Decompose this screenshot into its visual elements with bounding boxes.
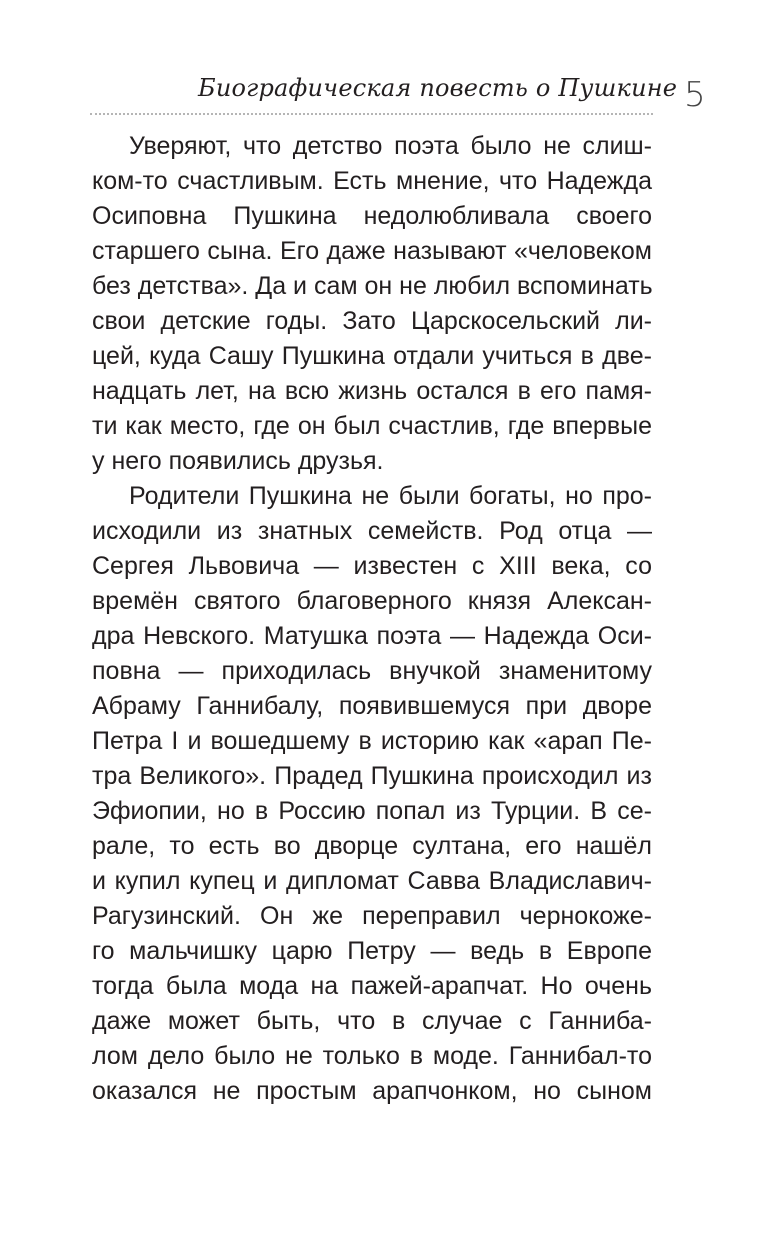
running-head xyxy=(90,68,678,116)
text-line: повна — приходилась внучкой знаменитому xyxy=(92,657,652,685)
text-line: свои детские годы. Зато Царскосельский ли- xyxy=(92,307,652,335)
text-line: тра Великого». Прадед Пушкина происходил из xyxy=(92,762,652,790)
text-line: Уверяют, что детство поэта было не слиш- xyxy=(129,132,652,160)
dotted-divider xyxy=(90,113,653,115)
text-line: го мальчишку царю Петру — ведь в Европе xyxy=(92,937,652,965)
text-line: Петра I и вошедшему в историю как «арап Пе- xyxy=(92,727,652,755)
text-line: лом дело было не только в моде. Ганнибал-то xyxy=(92,1042,652,1070)
text-line: у него появились друзья. xyxy=(92,447,384,475)
text-line: ти как место, где он был счастлив, где впервые xyxy=(92,412,652,440)
text-line: времён святого благоверного князя Алексан- xyxy=(92,587,652,615)
running-title: Биографическая повесть о Пушкине xyxy=(198,74,678,102)
text-line: Абраму Ганнибалу, появившемуся при дворе xyxy=(92,692,652,720)
text-line: Рагузинский. Он же переправил чернокоже- xyxy=(92,902,652,930)
text-line: тогда была мода на пажей-арапчат. Но очень xyxy=(92,972,652,1000)
page-number: 5 xyxy=(684,75,706,115)
text-line: ком-то счастливым. Есть мнение, что Надежда xyxy=(92,167,652,195)
text-line: Родители Пушкина не были богаты, но про- xyxy=(129,482,652,510)
text-line: дра Невского. Матушка поэта — Надежда Оси- xyxy=(92,622,652,650)
text-line: исходили из знатных семейств. Род отца — xyxy=(92,517,652,545)
text-line: Сергея Львовича — известен с XIII века, со xyxy=(92,552,652,580)
body-text xyxy=(92,129,652,1109)
text-line: и купил купец и дипломат Савва Владиславич- xyxy=(92,867,652,895)
text-line: оказался не простым арапчонком, но сыном xyxy=(92,1077,652,1105)
text-line: даже может быть, что в случае с Ганниба- xyxy=(92,1007,652,1035)
text-line: надцать лет, на всю жизнь остался в его памя- xyxy=(92,377,652,405)
text-line: Эфиопии, но в Россию попал из Турции. В се- xyxy=(92,797,652,825)
text-line: рале, то есть во дворце султана, его нашёл xyxy=(92,832,652,860)
text-line: Осиповна Пушкина недолюбливала своего xyxy=(92,202,652,230)
text-line: старшего сына. Его даже называют «человеком xyxy=(92,237,652,265)
text-line: цей, куда Сашу Пушкина отдали учиться в две- xyxy=(92,342,652,370)
text-line: без детства». Да и сам он не любил вспоминать xyxy=(92,272,653,300)
